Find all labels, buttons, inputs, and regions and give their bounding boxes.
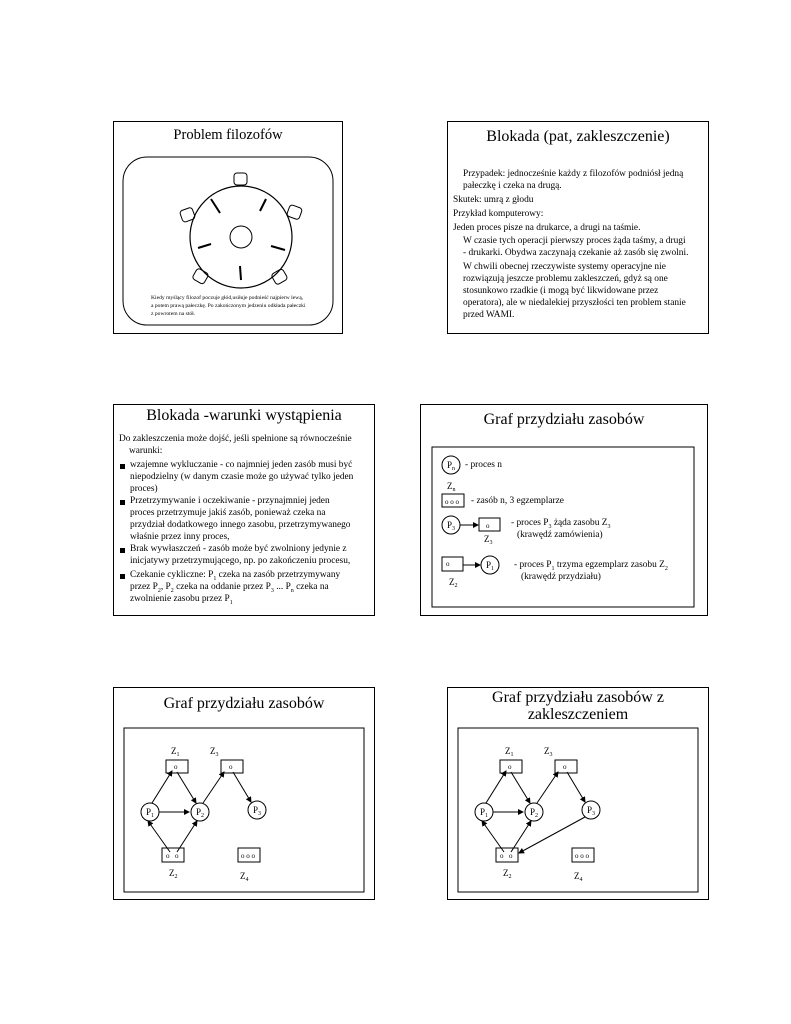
bullet-text: proces) [130, 484, 158, 494]
legend-request-text: - proces $P_3$ żąda zasobu $Z_3$ [511, 518, 611, 530]
text-line: operatora), ale w niedalekiej przyszłości ten problem stanie [463, 298, 686, 308]
svg-text:Z1: $Z_1$ [505, 746, 514, 758]
svg-text:o: o [174, 763, 178, 771]
svg-text:o o o: o o o [575, 852, 589, 860]
edge-z1-p2 [511, 772, 530, 803]
bullet-marker [120, 464, 125, 469]
edge-z2-p2 [177, 821, 197, 852]
svg-text:Z3: $Z_3$ [210, 746, 219, 758]
edge-p1-z1 [486, 771, 506, 803]
slide-warunki [113, 404, 375, 616]
caption-line: a potem prawą pałeczkę. Po zakończonym jedzeniu odkłada pałeczki [151, 303, 306, 309]
svg-text:o o o: o o o [241, 852, 255, 860]
slide-problem-filozofow [113, 121, 343, 334]
rice-bowl [230, 226, 252, 248]
slide-title: Blokada -warunki wystąpienia [146, 407, 342, 424]
legend-assignment-subtext: (krawędź przydziału) [521, 572, 601, 582]
edge-z3-p3 [567, 772, 585, 802]
bullet-text: Czekanie cykliczne: $P_1$ czeka na zasób przetrzymywany [130, 570, 341, 582]
philosopher-plate [234, 173, 247, 185]
bullet-text: inicjatywy przetrzymującego, np. po zakończeniu procesu, [130, 556, 351, 566]
caption-line: z powrotem na stół. [151, 311, 196, 317]
svg-text:Zn: $Z_n$ [447, 481, 456, 493]
svg-text:o: o [509, 852, 513, 860]
svg-text:P1: $P_1$ [480, 807, 489, 819]
bullet-text: wzajemne wykluczanie - co najmniej jeden zasób musi być [130, 460, 353, 470]
legend-request-subtext: (krawędź zamówienia) [517, 530, 603, 540]
svg-text:Pn: $P_n$ [447, 460, 456, 472]
svg-text:o: o [486, 522, 490, 530]
slide-graf-legenda [420, 404, 708, 616]
text-line: rozwiązują jeszcze problemu zakleszczeń, gdyż są one [463, 274, 668, 284]
chopstick [211, 199, 220, 213]
svg-text:P3: $P_3$ [587, 805, 596, 817]
legend-resource-text: - zasób n, 3 egzemplarze [471, 496, 564, 506]
svg-text:Z1: $Z_1$ [171, 746, 180, 758]
svg-text:o: o [229, 763, 233, 771]
bullet-text: właśnie przez inny proces, [130, 532, 230, 542]
edge-z2-p2 [511, 821, 531, 852]
legend-assignment-text: - proces $P_1$ trzyma egzemplarz zasobu $Z_2$ [514, 560, 668, 572]
svg-text:Z4: $Z_4$ [574, 871, 583, 883]
svg-text:o: o [508, 763, 512, 771]
svg-text:P2: $P_2$ [530, 807, 539, 819]
svg-text:Z2: $Z_2$ [449, 577, 458, 589]
text-line: - drukarki. Obydwa zaczynają czekanie aż zasób się zwolni. [463, 248, 689, 258]
edge-z2-p1 [148, 821, 170, 852]
svg-text:P1: $P_1$ [486, 560, 495, 572]
slide-title: Problem filozofów [173, 127, 283, 143]
chopstick [260, 199, 266, 211]
svg-text:Z3: $Z_3$ [484, 534, 493, 546]
text-line: Przykład komputerowy: [453, 209, 544, 219]
text-line: W czasie tych operacji pierwszy proces żąda taśmy, a drugi [463, 236, 686, 246]
svg-text:P2: $P_2$ [196, 807, 205, 819]
edge-z2-p1 [482, 821, 504, 852]
svg-text:o: o [175, 852, 179, 860]
slide-graf-przydzialu [113, 687, 375, 900]
resource-allocation-graph [114, 688, 376, 901]
bullet-text: niepodzielny (w danym czasie może go używać tylko jeden [130, 472, 354, 482]
edge-z3-p3 [233, 772, 251, 802]
svg-text:Z3: $Z_3$ [544, 746, 553, 758]
bullet-text: Przetrzymywanie i oczekiwanie - przynajmniej jeden [130, 496, 330, 506]
philosopher-plate [192, 268, 209, 285]
chopstick [271, 246, 285, 250]
bullet-marker [120, 574, 125, 579]
chopstick [240, 266, 241, 280]
slide-title: Blokada (pat, zakleszczenie) [486, 128, 670, 145]
slide-title: Graf przydziału zasobów z [492, 689, 664, 706]
edge-p1-z1 [152, 771, 172, 803]
bullet-text: zwolnienie zasobu przez $P_1$ [130, 594, 233, 606]
resource-node-z3 [479, 518, 500, 531]
graph-legend-diagram [421, 405, 709, 617]
svg-text:o o o: o o o [445, 498, 459, 506]
text-line: Skutek: umrą z głodu [453, 195, 534, 205]
text-line: W chwili obecnej rzeczywiste systemy operacyjne nie [463, 262, 666, 272]
caption-line: Kiedy myślący filozof poczuje głód,usiłuje podnieść najpierw lewą, [151, 295, 304, 301]
intro-line: Do zakleszczenia może dojść, jeśli spełnione są równocześnie [119, 434, 352, 444]
svg-text:o: o [446, 560, 450, 568]
svg-text:Z2: $Z_2$ [503, 868, 512, 880]
slide-title: Graf przydziału zasobów [163, 695, 325, 712]
svg-text:P3: $P_3$ [447, 520, 456, 532]
svg-text:Z2: $Z_2$ [169, 868, 178, 880]
slide-title: Graf przydziału zasobów [483, 411, 645, 428]
intro-line: warunki: [129, 446, 163, 456]
legend-process-text: - proces n [465, 460, 502, 470]
edge-z1-p2 [177, 772, 196, 803]
bullet-marker [120, 500, 125, 505]
edge-p2-z3 [203, 772, 224, 803]
svg-text:Z4: $Z_4$ [240, 871, 249, 883]
svg-text:o: o [166, 852, 170, 860]
text-line: Przypadek: jednocześnie każdy z filozofów podniósł jedną [463, 169, 684, 179]
slide-blokada [447, 121, 709, 334]
svg-text:o: o [500, 852, 504, 860]
slide-title: zakleszczeniem [527, 706, 629, 723]
svg-text:P3: $P_3$ [253, 805, 262, 817]
edge-p2-z3 [537, 772, 558, 803]
bullet-text: Brak wywłaszczeń - zasób może być zwolniony jedynie z [130, 544, 347, 554]
text-line: stosunkowo rzadkie (i mogą być likwidowane przez [463, 286, 659, 296]
svg-text:P1: $P_1$ [146, 807, 155, 819]
bullet-text: przydział dodatkowego innego zasobu, przetrzymywanego [130, 520, 351, 530]
bullet-marker [120, 548, 125, 553]
text-line: pałeczkę i czeka na drugą. [463, 181, 562, 191]
svg-text:o: o [563, 763, 567, 771]
slide-graf-zakleszczenie [447, 687, 709, 900]
text-line: przed WAMI. [463, 310, 515, 320]
bullet-text: przez $P_2$, $P_2$ czeka na oddanie przez $P_3$ ... $P_n$ czeka na [130, 582, 329, 594]
text-line: Jeden proces pisze na drukarce, a drugi na taśmie. [453, 223, 641, 233]
bullet-text: proces przetrzymuje jakiś zasób, ponieważ czeka na [130, 508, 326, 518]
deadlock-allocation-graph [448, 688, 710, 901]
chopstick [198, 244, 211, 248]
